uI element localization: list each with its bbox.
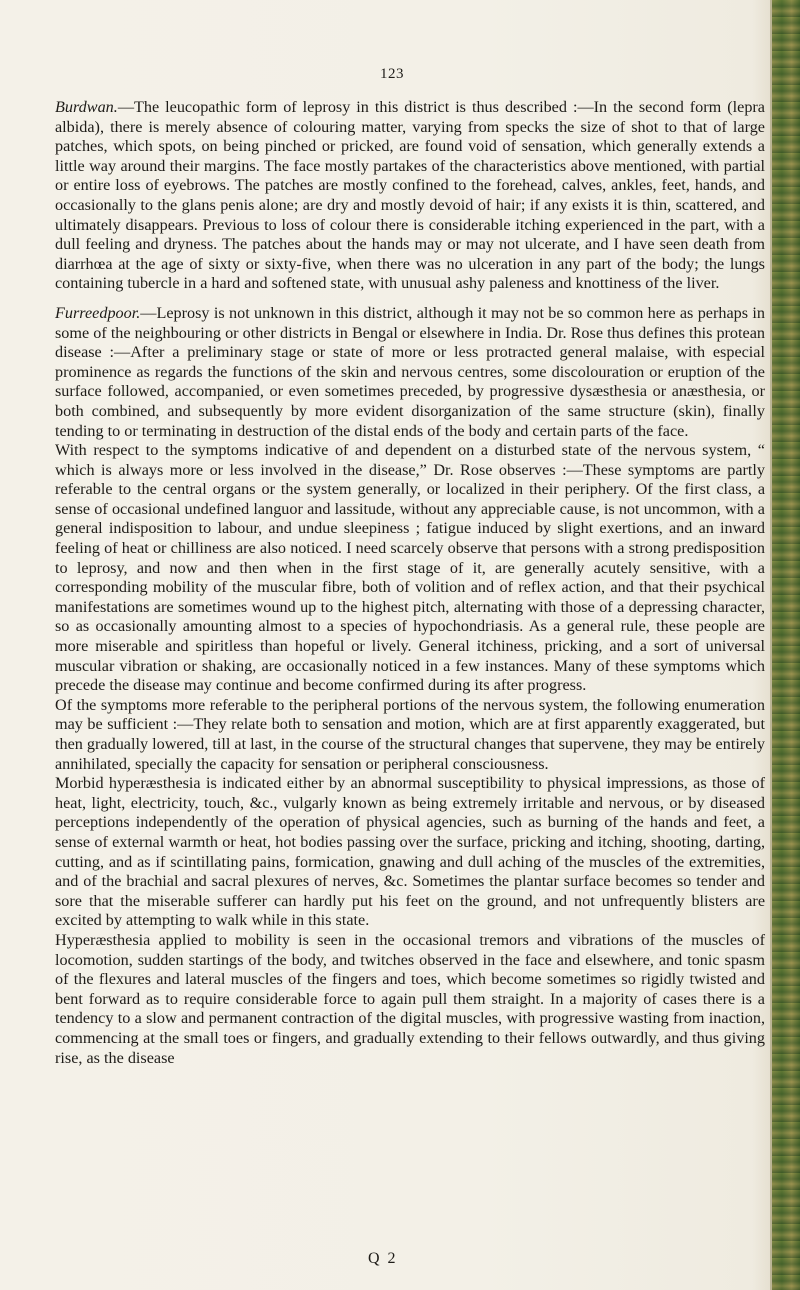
paragraph-text: —The leucopathic form of leprosy in this district is thus described :—In the second form (lepra albida), there is merely absence of colouring matter, varying from specks the size of shot to that of large patches, which spots, on being pinched or pricked, are found void of sensation, which generally extends a little way around their margins. The face mostly partakes of the characteristics above mentioned, with partial or entire loss of eyebrows. The patches are mostly confined to the forehead, calves, ankles, feet, hands, and occasionally to the glans penis alone; are dry and mostly devoid of hair; if any exists it is thin, scattered, and ultimately disappears. Previous to loss of colour there is considerable itching experienced in the part, with a dull feeling and dryness. The patches about the hands may or may not ulcerate, and I have seen death from diarrhœa at the age of sixty or sixty-five, when there was no ulceration in any part of the body; the lungs containing tubercle in a hard and softened state, with unusual ashy paleness and knottiness of the liver. [55, 98, 765, 293]
place-heading: Burdwan. [55, 98, 118, 116]
paragraph-text: —Leprosy is not unknown in this district, although it may not be so common here as perhaps in some of the neighbouring or other districts in Bengal or elsewhere in India. Dr. Rose thus defines this protean disease :—After a preliminary stage or state of more or less protracted general malaise, with especial prominence as regards the functions of the skin and nervous centres, some discolouration or eruption of the surface followed, accompanied, or even sometimes preceded, by progressive dysæsthesia or anæsthesia, or both combined, and subsequently by more evident disorganization of the same structure (skin), finally tending to or terminating in destruction of the distal ends of the body and certain parts of the face. [55, 303, 765, 440]
paragraph-nervous-system [55, 441, 765, 696]
paragraph-text: With respect to the symptoms indicative of and dependent on a disturbed state of the nervous system, “ which is always more or less involved in the disease,” Dr. Rose observes :—These symptoms are partly referable to the central organs or the system generally, or localized in their periphery. Of the first class, a sense of occasional undefined languor and lassitude, without any appreciable cause, is not uncommon, with a general indisposition to labour, and undue sleepiness ; fatigue induced by slight exertions, and an inward feeling of heat or chilliness are also noticed. I need scarcely observe that persons with a strong predisposition to leprosy, and now and then when in the first stage of it, are generally acutely sensitive, with a corresponding mobility of the muscular fibre, both of volition and of reflex action, and that their psychical manifestations are sometimes wound up to the highest pitch, alternating with those of a depressing character, so as occasionally amounting almost to a species of hypochondriasis. As a general rule, these people are more miserable and spiritless than hopeful or lively. General itchiness, pricking, and a sort of universal muscular vibration or shaking, are occasionally noticed in a few instances. Many of these symptoms which precede the disease may continue and become confirmed during its after progress. [55, 441, 765, 695]
page-number: 123 [380, 66, 404, 82]
body-text [55, 98, 765, 1068]
paragraph-mobility [55, 931, 765, 1068]
signature-mark: Q 2 [368, 1250, 398, 1267]
place-heading: Furreedpoor. [55, 303, 141, 322]
paragraph-burdwan [55, 98, 765, 294]
paragraph-peripheral-symptoms [55, 696, 765, 774]
paragraph-furreedpoor [55, 304, 765, 441]
paragraph-text: Of the symptoms more referable to the peripheral portions of the nervous system, the following enumeration may be sufficient :—They relate both to sensation and motion, which are at first apparently exaggerated, but then gradually lowered, till at last, in the course of the structural changes that supervene, they may be entirely annihilated, specially the capacity for sensation or peripheral consciousness. [55, 695, 765, 773]
paragraph-text: Hyperæsthesia applied to mobility is seen in the occasional tremors and vibrations of the muscles of locomotion, sudden startings of the body, and twitches observed in the face and elsewhere, and tonic spasm of the flexures and lateral muscles of the fingers and toes, which become sometimes so rigidly twisted and bent forward as to require considerable force to again pull them straight. In a majority of cases there is a tendency to a slow and permanent contraction of the digital muscles, with progressive wasting from inaction, commencing at the small toes or fingers, and gradually extending to their fellows outwardly, and thus giving rise, as the disease [55, 930, 765, 1067]
book-binding-edge [770, 0, 800, 1290]
paragraph-text: Morbid hyperæsthesia is indicated either by an abnormal susceptibility to physical impressions, as those of heat, light, electricity, touch, &c., vulgarly known as being extremely irritable and nervous, or by diseased perceptions independently of the operation of physical agencies, such as burning of the hands and feet, a sense of external warmth or heat, hot bodies passing over the surface, pricking and itching, shooting, darting, cutting, and as if scintillating pains, formication, gnawing and dull aching of the muscles of the extremities, and of the brachial and sacral plexures of nerves, &c. Sometimes the plantar surface becomes so tender and sore that the miserable sufferer can hardly put his feet on the ground, and not unfrequently blisters are excited by attempting to walk while in this state. [55, 774, 765, 930]
paragraph-hyperaesthesia [55, 774, 765, 931]
